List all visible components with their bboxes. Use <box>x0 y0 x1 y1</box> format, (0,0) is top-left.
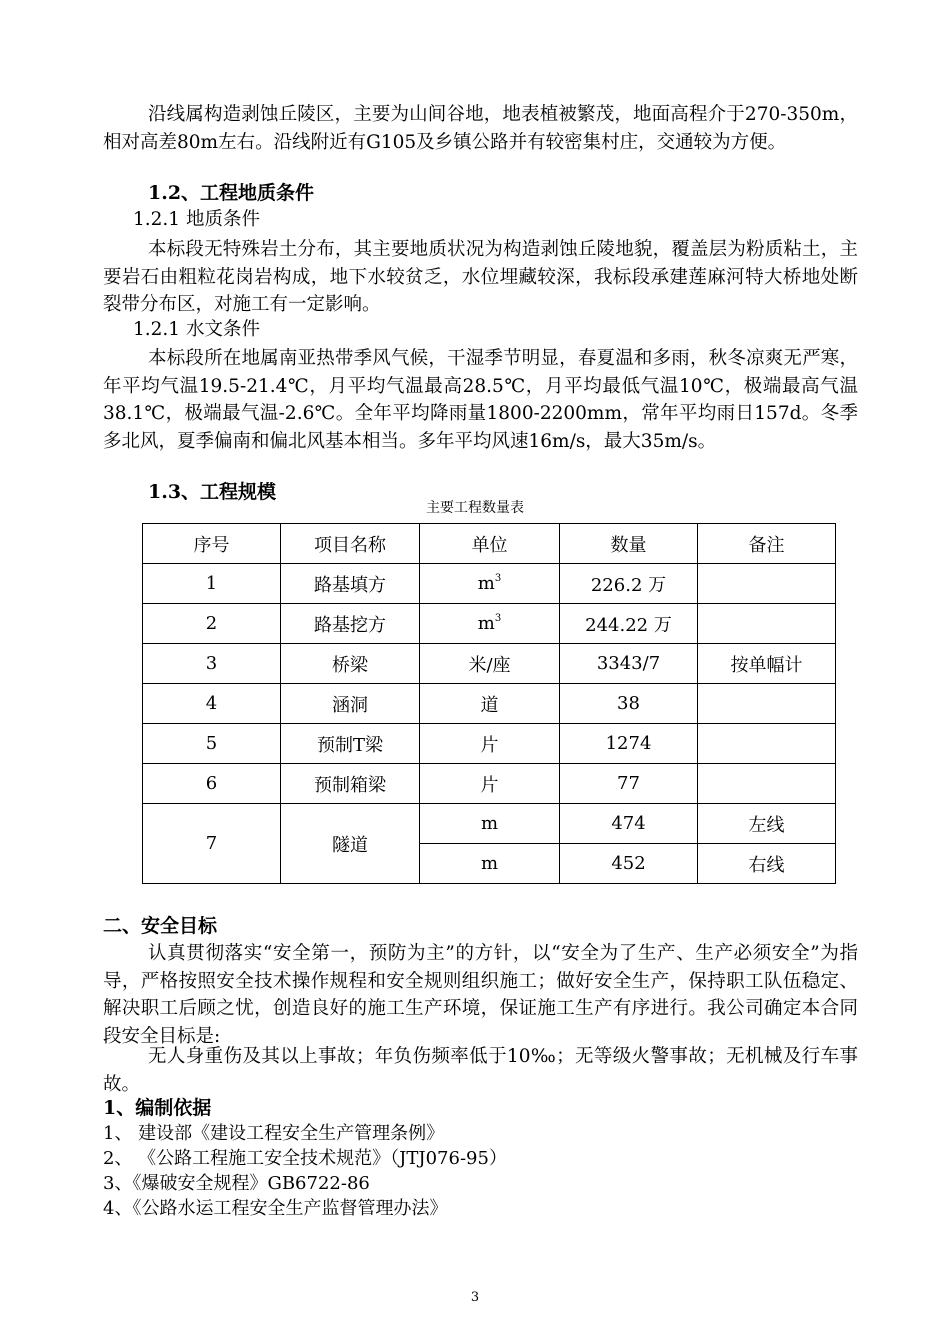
cell-qty: 474 <box>560 804 698 844</box>
table-row <box>143 604 836 644</box>
table-row <box>143 644 836 684</box>
header-cell: 数量 <box>560 524 698 564</box>
safety-heading: 二、安全目标 <box>103 915 218 937</box>
intro-paragraph: 沿线属构造剥蚀丘陵区，主要为山间谷地，地表植被繁茂，地面高程介于270-350m，相对高差80m左右。沿线附近有G105及乡镇公路并有较密集村庄，交通较为方便。 <box>103 104 858 153</box>
cell-unit: $m^3$ <box>420 564 560 604</box>
cell-unit: 片 <box>420 724 560 764</box>
cell-qty: 244.22 万 <box>560 604 698 644</box>
table-row <box>143 724 836 764</box>
table-row <box>143 764 836 804</box>
header-cell: 序号 <box>143 524 281 564</box>
cell-name: 隧道 <box>281 804 420 884</box>
cell-unit: $m^3$ <box>420 604 560 644</box>
cell-note <box>698 564 836 604</box>
hydrology-paragraph: 本标段所在地属南亚热带季风气候，干湿季节明显，春夏温和多雨，秋冬凉爽无严寒，年平均气温19.5-21.4℃，月平均气温最高28.5℃，月平均最低气温10℃，极端最高气温38.1℃，极端最气温-2.6℃。全年平均降雨量1800-2200mm，常年平均雨日157d。冬季多北风，夏季偏南和偏北风基本相当。多年平均风速16m/s，最大35m/s。 <box>103 348 858 452</box>
cell-note: 右线 <box>698 844 836 884</box>
cell-no: 2 <box>143 604 281 644</box>
geology-paragraph: 本标段无特殊岩土分布，其主要地质状况为构造剥蚀丘陵地貌，覆盖层为粉质粘土，主要岩石由粗粒花岗岩构成，地下水较贫乏，水位埋藏较深，我标段承建莲麻河特大桥地处断裂带分布区，对施工有一定影响。 <box>103 239 858 315</box>
cell-no: 6 <box>143 764 281 804</box>
table-caption: 主要工程数量表 <box>426 500 524 516</box>
cell-note <box>698 684 836 724</box>
cell-no: 7 <box>143 804 281 884</box>
cell-no: 1 <box>143 564 281 604</box>
cell-note <box>698 604 836 644</box>
table-header-row <box>143 524 836 564</box>
cell-name: 路基填方 <box>281 564 420 604</box>
table-row <box>143 564 836 604</box>
cell-note <box>698 724 836 764</box>
geology-subheading: 1.2.1 地质条件 <box>133 209 260 230</box>
header-cell: 备注 <box>698 524 836 564</box>
cell-qty: 38 <box>560 684 698 724</box>
cell-qty: 1274 <box>560 724 698 764</box>
cell-name: 桥梁 <box>281 644 420 684</box>
list-item: 2、 《公路工程施工安全技术规范》（JTJ076-95） <box>103 1148 507 1169</box>
cell-unit: m <box>420 804 560 844</box>
safety-goal-paragraph: 无人身重伤及其以上事故；年负伤频率低于10‰；无等级火警事故；无机械及行车事故。 <box>103 1046 858 1095</box>
table-row <box>143 804 836 844</box>
cell-no: 5 <box>143 724 281 764</box>
cell-qty: 77 <box>560 764 698 804</box>
hydrology-subheading: 1.2.1 水文条件 <box>133 319 260 340</box>
scale-heading: 1.3、工程规模 <box>148 481 277 503</box>
basis-heading: 1、编制依据 <box>103 1097 212 1119</box>
cell-note: 按单幅计 <box>698 644 836 684</box>
cell-qty: 452 <box>560 844 698 884</box>
geology-heading: 1.2、工程地质条件 <box>148 182 315 204</box>
cell-unit: 道 <box>420 684 560 724</box>
page-number: 3 <box>470 1290 480 1305</box>
cell-unit: 米/座 <box>420 644 560 684</box>
list-item: 3、《爆破安全规程》GB6722-86 <box>103 1173 370 1194</box>
cell-name: 预制箱梁 <box>281 764 420 804</box>
cell-name: 预制T梁 <box>281 724 420 764</box>
header-cell: 项目名称 <box>281 524 420 564</box>
cell-qty: 3343/7 <box>560 644 698 684</box>
header-cell: 单位 <box>420 524 560 564</box>
list-item: 4、《公路水运工程安全生产监督管理办法》 <box>103 1198 448 1219</box>
quantity-table <box>142 523 836 884</box>
table-row <box>143 684 836 724</box>
cell-unit: 片 <box>420 764 560 804</box>
cell-name: 涵洞 <box>281 684 420 724</box>
list-item: 1、 建设部《建设工程安全生产管理条例》 <box>103 1123 445 1144</box>
safety-paragraph: 认真贯彻落实“安全第一，预防为主”的方针，以“安全为了生产、生产必须安全”为指导，严格按照安全技术操作规程和安全规则组织施工；做好安全生产，保持职工队伍稳定、解决职工后顾之忧，创造良好的施工生产环境，保证施工生产有序进行。我公司确定本合同段安全目标是: <box>103 943 858 1047</box>
cell-no: 4 <box>143 684 281 724</box>
cell-unit: m <box>420 844 560 884</box>
cell-name: 路基挖方 <box>281 604 420 644</box>
cell-note <box>698 764 836 804</box>
cell-note: 左线 <box>698 804 836 844</box>
cell-qty: 226.2 万 <box>560 564 698 604</box>
cell-no: 3 <box>143 644 281 684</box>
